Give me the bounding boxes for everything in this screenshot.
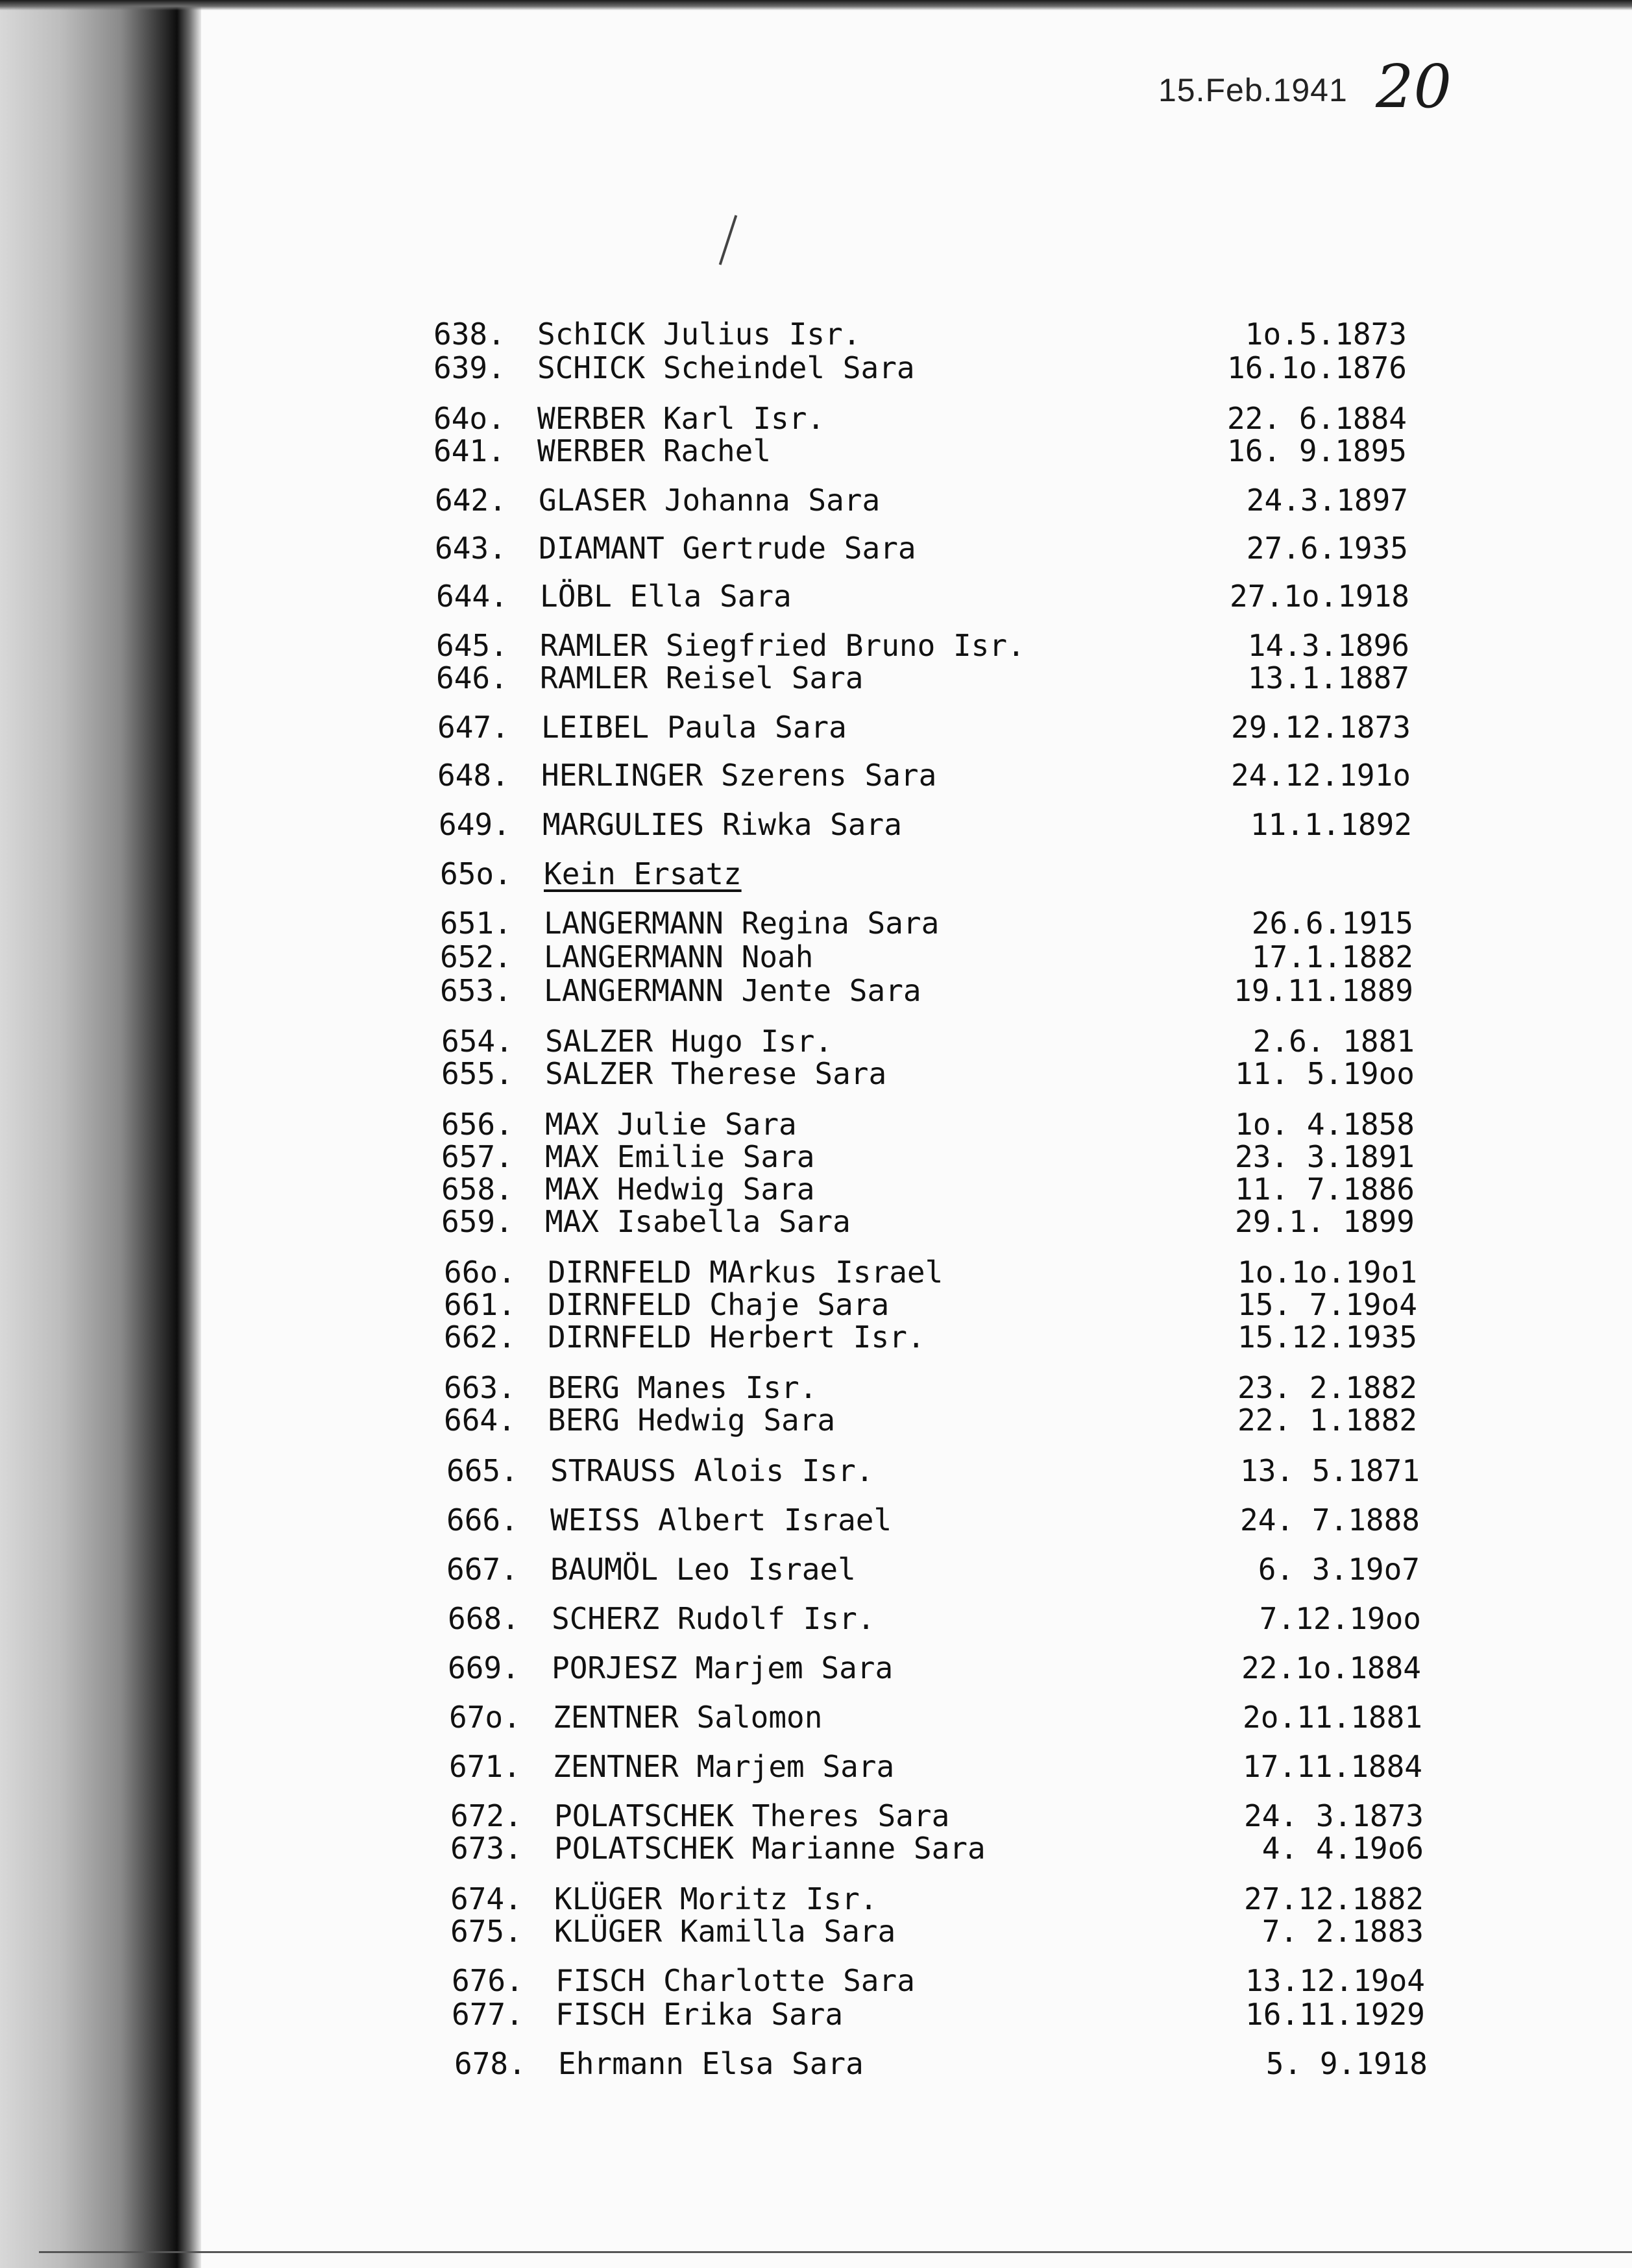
entry-name: BERG Manes Isr. <box>548 1370 818 1405</box>
list-item <box>433 317 1407 352</box>
entry-name: MAX Emilie Sara <box>545 1139 815 1174</box>
entry-birth-date: 29.1. 1899 <box>1235 1204 1415 1239</box>
list-item <box>440 973 1413 1008</box>
entry-number: 657. <box>441 1139 513 1174</box>
entry-number: 642. <box>435 483 507 518</box>
entry-birth-date: 1o.5.1873 <box>1245 317 1407 352</box>
entry-name: POLATSCHEK Marianne Sara <box>554 1831 986 1866</box>
entry-number: 666. <box>446 1502 518 1538</box>
entry-name: WERBER Rachel <box>537 433 772 468</box>
entry-birth-date: 17.11.1884 <box>1243 1749 1422 1784</box>
entry-birth-date: 27.1o.1918 <box>1230 579 1409 614</box>
entry-name: KLÜGER Moritz Isr. <box>554 1881 878 1916</box>
entry-number: 648. <box>437 758 509 793</box>
list-item <box>439 807 1412 842</box>
entry-birth-date: 2.6. 1881 <box>1252 1024 1415 1059</box>
entry-number: 646. <box>436 660 508 695</box>
entry-number: 667. <box>446 1552 518 1587</box>
entry-birth-date: 17.1.1882 <box>1251 939 1413 974</box>
entry-name: RAMLER Siegfried Bruno Isr. <box>540 628 1025 663</box>
list-item <box>444 1255 1417 1290</box>
entry-birth-date: 11. 5.19oo <box>1235 1056 1415 1091</box>
list-item <box>450 1881 1424 1916</box>
entry-number: 678. <box>454 2046 526 2081</box>
list-item <box>444 1287 1417 1322</box>
entry-birth-date: 1o.1o.19o1 <box>1237 1255 1417 1290</box>
entry-number: 647. <box>437 710 509 745</box>
entry-birth-date: 7.12.19oo <box>1259 1601 1421 1636</box>
entry-birth-date: 13.1.1887 <box>1247 660 1409 695</box>
entry-birth-date: 11. 7.1886 <box>1235 1172 1415 1207</box>
entry-name: MAX Julie Sara <box>545 1107 797 1142</box>
list-item <box>433 433 1407 468</box>
entry-number: 659. <box>441 1204 513 1239</box>
entry-number: 655. <box>441 1056 513 1091</box>
entry-birth-date: 29.12.1873 <box>1231 710 1411 745</box>
entry-number: 672. <box>450 1798 522 1833</box>
entry-number: 653. <box>440 973 512 1008</box>
list-item <box>446 1502 1420 1538</box>
entry-number: 677. <box>452 1997 524 2032</box>
entry-number: 654. <box>441 1024 513 1059</box>
entry-birth-date: 22. 1.1882 <box>1237 1403 1417 1438</box>
entry-number: 641. <box>433 433 505 468</box>
list-item <box>450 1831 1424 1866</box>
list-item <box>440 906 1413 941</box>
entry-name: SALZER Therese Sara <box>545 1056 887 1091</box>
list-item <box>437 710 1411 745</box>
entry-birth-date: 19.11.1889 <box>1234 973 1413 1008</box>
entry-birth-date: 6. 3.19o7 <box>1258 1552 1420 1587</box>
list-item <box>440 939 1413 974</box>
entry-name: Ehrmann Elsa Sara <box>558 2046 864 2081</box>
entry-number: 669. <box>448 1650 520 1685</box>
entry-number: 639. <box>433 350 505 385</box>
entry-number: 662. <box>444 1320 516 1355</box>
entry-birth-date: 13. 5.1871 <box>1240 1453 1420 1488</box>
list-item <box>437 758 1411 793</box>
entry-number: 675. <box>450 1914 522 1949</box>
list-item <box>435 483 1408 518</box>
entry-birth-date: 26.6.1915 <box>1251 906 1413 941</box>
entry-number: 65o. <box>440 856 512 891</box>
list-item <box>450 1914 1424 1949</box>
entry-number: 663. <box>444 1370 516 1405</box>
list-item <box>441 1056 1415 1091</box>
entry-number: 673. <box>450 1831 522 1866</box>
entry-birth-date: 22.1o.1884 <box>1241 1650 1421 1685</box>
entry-name: ZENTNER Marjem Sara <box>553 1749 895 1784</box>
entry-name: DIRNFELD Herbert Isr. <box>548 1320 925 1355</box>
entry-number: 665. <box>446 1453 518 1488</box>
entry-name: DIRNFELD MArkus Israel <box>548 1255 944 1290</box>
entry-name: WERBER Karl Isr. <box>537 401 825 436</box>
entry-name: PORJESZ Marjem Sara <box>552 1650 894 1685</box>
entry-name: FISCH Charlotte Sara <box>555 1963 915 1998</box>
entry-birth-date: 11.1.1892 <box>1250 807 1412 842</box>
entry-number: 658. <box>441 1172 513 1207</box>
date-stamp: 15.Feb.1941 <box>1158 72 1348 108</box>
entry-name: POLATSCHEK Theres Sara <box>554 1798 950 1833</box>
entry-birth-date: 5. 9.1918 <box>1265 2046 1428 2081</box>
list-item <box>449 1749 1422 1784</box>
handwritten-page-number: 20 <box>1376 52 1452 121</box>
entry-name: MARGULIES Riwka Sara <box>542 807 902 842</box>
entry-name: MAX Hedwig Sara <box>545 1172 815 1207</box>
entry-number: 638. <box>433 317 505 352</box>
list-item <box>446 1453 1420 1488</box>
entry-name: GLASER Johanna Sara <box>539 483 881 518</box>
list-item <box>435 531 1408 566</box>
entry-number: 656. <box>441 1107 513 1142</box>
entry-name: FISCH Erika Sara <box>555 1997 844 2032</box>
entry-birth-date: 4. 4.19o6 <box>1261 1831 1424 1866</box>
entry-number: 643. <box>435 531 507 566</box>
entry-name: SCHERZ Rudolf Isr. <box>552 1601 875 1636</box>
entry-number: 671. <box>449 1749 521 1784</box>
list-item <box>441 1107 1415 1142</box>
entry-birth-date: 13.12.19o4 <box>1245 1963 1425 1998</box>
list-item <box>454 2046 1428 2081</box>
entry-name: LANGERMANN Regina Sara <box>544 906 940 941</box>
entry-name: SCHICK Scheindel Sara <box>537 350 915 385</box>
entry-birth-date: 23. 2.1882 <box>1237 1370 1417 1405</box>
entry-birth-date: 16.1o.1876 <box>1227 350 1407 385</box>
list-item <box>441 1139 1415 1174</box>
entry-name: BAUMÖL Leo Israel <box>550 1552 856 1587</box>
list-item <box>433 401 1407 436</box>
entry-name: LANGERMANN Noah <box>544 939 814 974</box>
list-item <box>441 1204 1415 1239</box>
list-item <box>449 1700 1422 1735</box>
entry-birth-date: 24. 3.1873 <box>1244 1798 1424 1833</box>
entry-name: STRAUSS Alois Isr. <box>550 1453 874 1488</box>
list-item <box>441 1024 1415 1059</box>
entry-number: 668. <box>448 1601 520 1636</box>
entry-number: 644. <box>436 579 508 614</box>
list-item <box>444 1370 1417 1405</box>
list-item <box>452 1997 1425 2032</box>
entry-birth-date: 23. 3.1891 <box>1235 1139 1415 1174</box>
entry-number: 64o. <box>433 401 505 436</box>
entry-birth-date: 24.3.1897 <box>1246 483 1408 518</box>
list-item <box>433 350 1407 385</box>
entry-number: 66o. <box>444 1255 516 1290</box>
entry-name: SchICK Julius Isr. <box>537 317 861 352</box>
list-item <box>436 628 1409 663</box>
entry-number: 676. <box>452 1963 524 1998</box>
entry-number: 661. <box>444 1287 516 1322</box>
entry-birth-date: 16.11.1929 <box>1245 1997 1425 2032</box>
entry-number: 649. <box>439 807 511 842</box>
list-item <box>450 1798 1424 1833</box>
entry-name: LANGERMANN Jente Sara <box>544 973 921 1008</box>
entry-name: DIRNFELD Chaje Sara <box>548 1287 890 1322</box>
entry-number: 652. <box>440 939 512 974</box>
entry-name: ZENTNER Salomon <box>553 1700 823 1735</box>
list-item <box>436 660 1409 695</box>
entry-name: RAMLER Reisel Sara <box>540 660 864 695</box>
entry-name: KLÜGER Kamilla Sara <box>554 1914 896 1949</box>
list-item <box>444 1320 1417 1355</box>
entry-number: 651. <box>440 906 512 941</box>
list-item <box>440 856 1413 891</box>
list-item <box>448 1601 1421 1636</box>
list-item <box>452 1963 1425 1998</box>
list-item <box>446 1552 1420 1587</box>
entry-birth-date: 24.12.191o <box>1231 758 1411 793</box>
list-item <box>441 1172 1415 1207</box>
entry-name: MAX Isabella Sara <box>545 1204 851 1239</box>
entry-birth-date: 22. 6.1884 <box>1227 401 1407 436</box>
entry-birth-date: 27.6.1935 <box>1246 531 1408 566</box>
entry-name: Kein Ersatz <box>544 856 742 891</box>
entry-number: 67o. <box>449 1700 521 1735</box>
entry-name: LEIBEL Paula Sara <box>541 710 847 745</box>
list-item <box>444 1403 1417 1438</box>
list-item <box>436 579 1409 614</box>
entry-name: SALZER Hugo Isr. <box>545 1024 833 1059</box>
entry-number: 664. <box>444 1403 516 1438</box>
entry-birth-date: 16. 9.1895 <box>1227 433 1407 468</box>
entry-birth-date: 14.3.1896 <box>1247 628 1409 663</box>
list-item <box>448 1650 1421 1685</box>
entry-name: BERG Hedwig Sara <box>548 1403 836 1438</box>
entry-birth-date: 24. 7.1888 <box>1240 1502 1420 1538</box>
entry-birth-date: 1o. 4.1858 <box>1235 1107 1415 1142</box>
entry-name: HERLINGER Szerens Sara <box>541 758 937 793</box>
entry-birth-date: 27.12.1882 <box>1244 1881 1424 1916</box>
entry-name: DIAMANT Gertrude Sara <box>539 531 916 566</box>
entry-name: WEISS Albert Israel <box>550 1502 892 1538</box>
entry-birth-date: 2o.11.1881 <box>1243 1700 1422 1735</box>
entry-birth-date: 15.12.1935 <box>1237 1320 1417 1355</box>
entry-name: LÖBL Ella Sara <box>540 579 792 614</box>
entry-birth-date: 15. 7.19o4 <box>1237 1287 1417 1322</box>
entry-birth-date: 7. 2.1883 <box>1261 1914 1424 1949</box>
entry-number: 674. <box>450 1881 522 1916</box>
entry-number: 645. <box>436 628 508 663</box>
